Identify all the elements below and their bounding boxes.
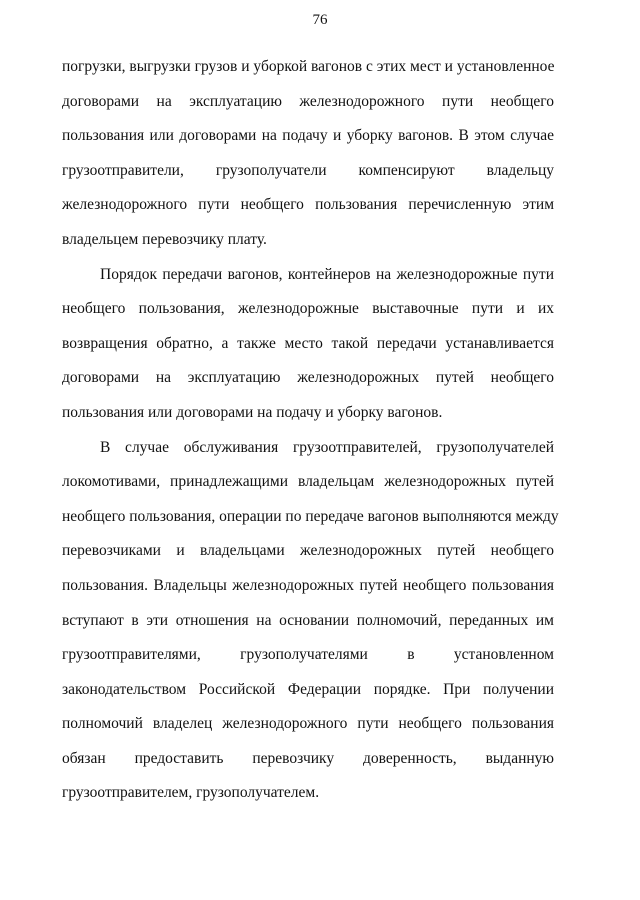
text-line: перевозчиками и владельцами железнодорожных путей необщего bbox=[62, 542, 554, 560]
text-line: грузоотправителями, грузополучателями в установленном bbox=[62, 646, 554, 664]
text-line: Порядок передачи вагонов, контейнеров на железнодорожные пути bbox=[100, 265, 554, 283]
text-line: договорами на эксплуатацию железнодорожного пути необщего bbox=[62, 92, 554, 110]
text-line: В случае обслуживания грузоотправителей, грузополучателей bbox=[100, 438, 554, 456]
page-number: 76 bbox=[312, 12, 328, 28]
text-line: пользования или договорами на подачу и уборку вагонов. В этом случае bbox=[62, 127, 554, 145]
text-line: договорами на эксплуатацию железнодорожных путей необщего bbox=[62, 369, 554, 387]
paragraph bbox=[62, 50, 554, 258]
text-line: полномочий владелец железнодорожного пути необщего пользования bbox=[62, 715, 554, 733]
paragraph bbox=[62, 258, 554, 431]
text-line: пользования. Владельцы железнодорожных путей необщего пользования bbox=[62, 576, 554, 594]
text-line: грузоотправителем, грузополучателем. bbox=[62, 784, 320, 802]
text-line: необщего пользования, операции по передаче вагонов выполняются между bbox=[62, 507, 559, 525]
text-line: обязан предоставить перевозчику доверенность, выданную bbox=[62, 749, 554, 767]
text-line: вступают в эти отношения на основании полномочий, переданных им bbox=[62, 611, 554, 629]
text-line: владельцем перевозчику плату. bbox=[62, 230, 267, 248]
text-line: законодательством Российской Федерации порядке. При получении bbox=[62, 680, 554, 698]
text-line: грузоотправители, грузополучатели компенсируют владельцу bbox=[62, 161, 554, 179]
text-line: пользования или договорами на подачу и уборку вагонов. bbox=[62, 403, 443, 421]
text-line: необщего пользования, железнодорожные выставочные пути и их bbox=[62, 300, 554, 318]
text-line: погрузки, выгрузки грузов и уборкой вагонов с этих мест и установленное bbox=[62, 58, 555, 75]
paragraph bbox=[62, 431, 559, 812]
text-line: железнодорожного пути необщего пользования перечисленную этим bbox=[62, 196, 554, 214]
text-line: локомотивами, принадлежащими владельцам железнодорожных путей bbox=[62, 473, 554, 491]
text-line: возвращения обратно, а также место такой передачи устанавливается bbox=[62, 334, 554, 352]
document-body bbox=[62, 50, 559, 811]
